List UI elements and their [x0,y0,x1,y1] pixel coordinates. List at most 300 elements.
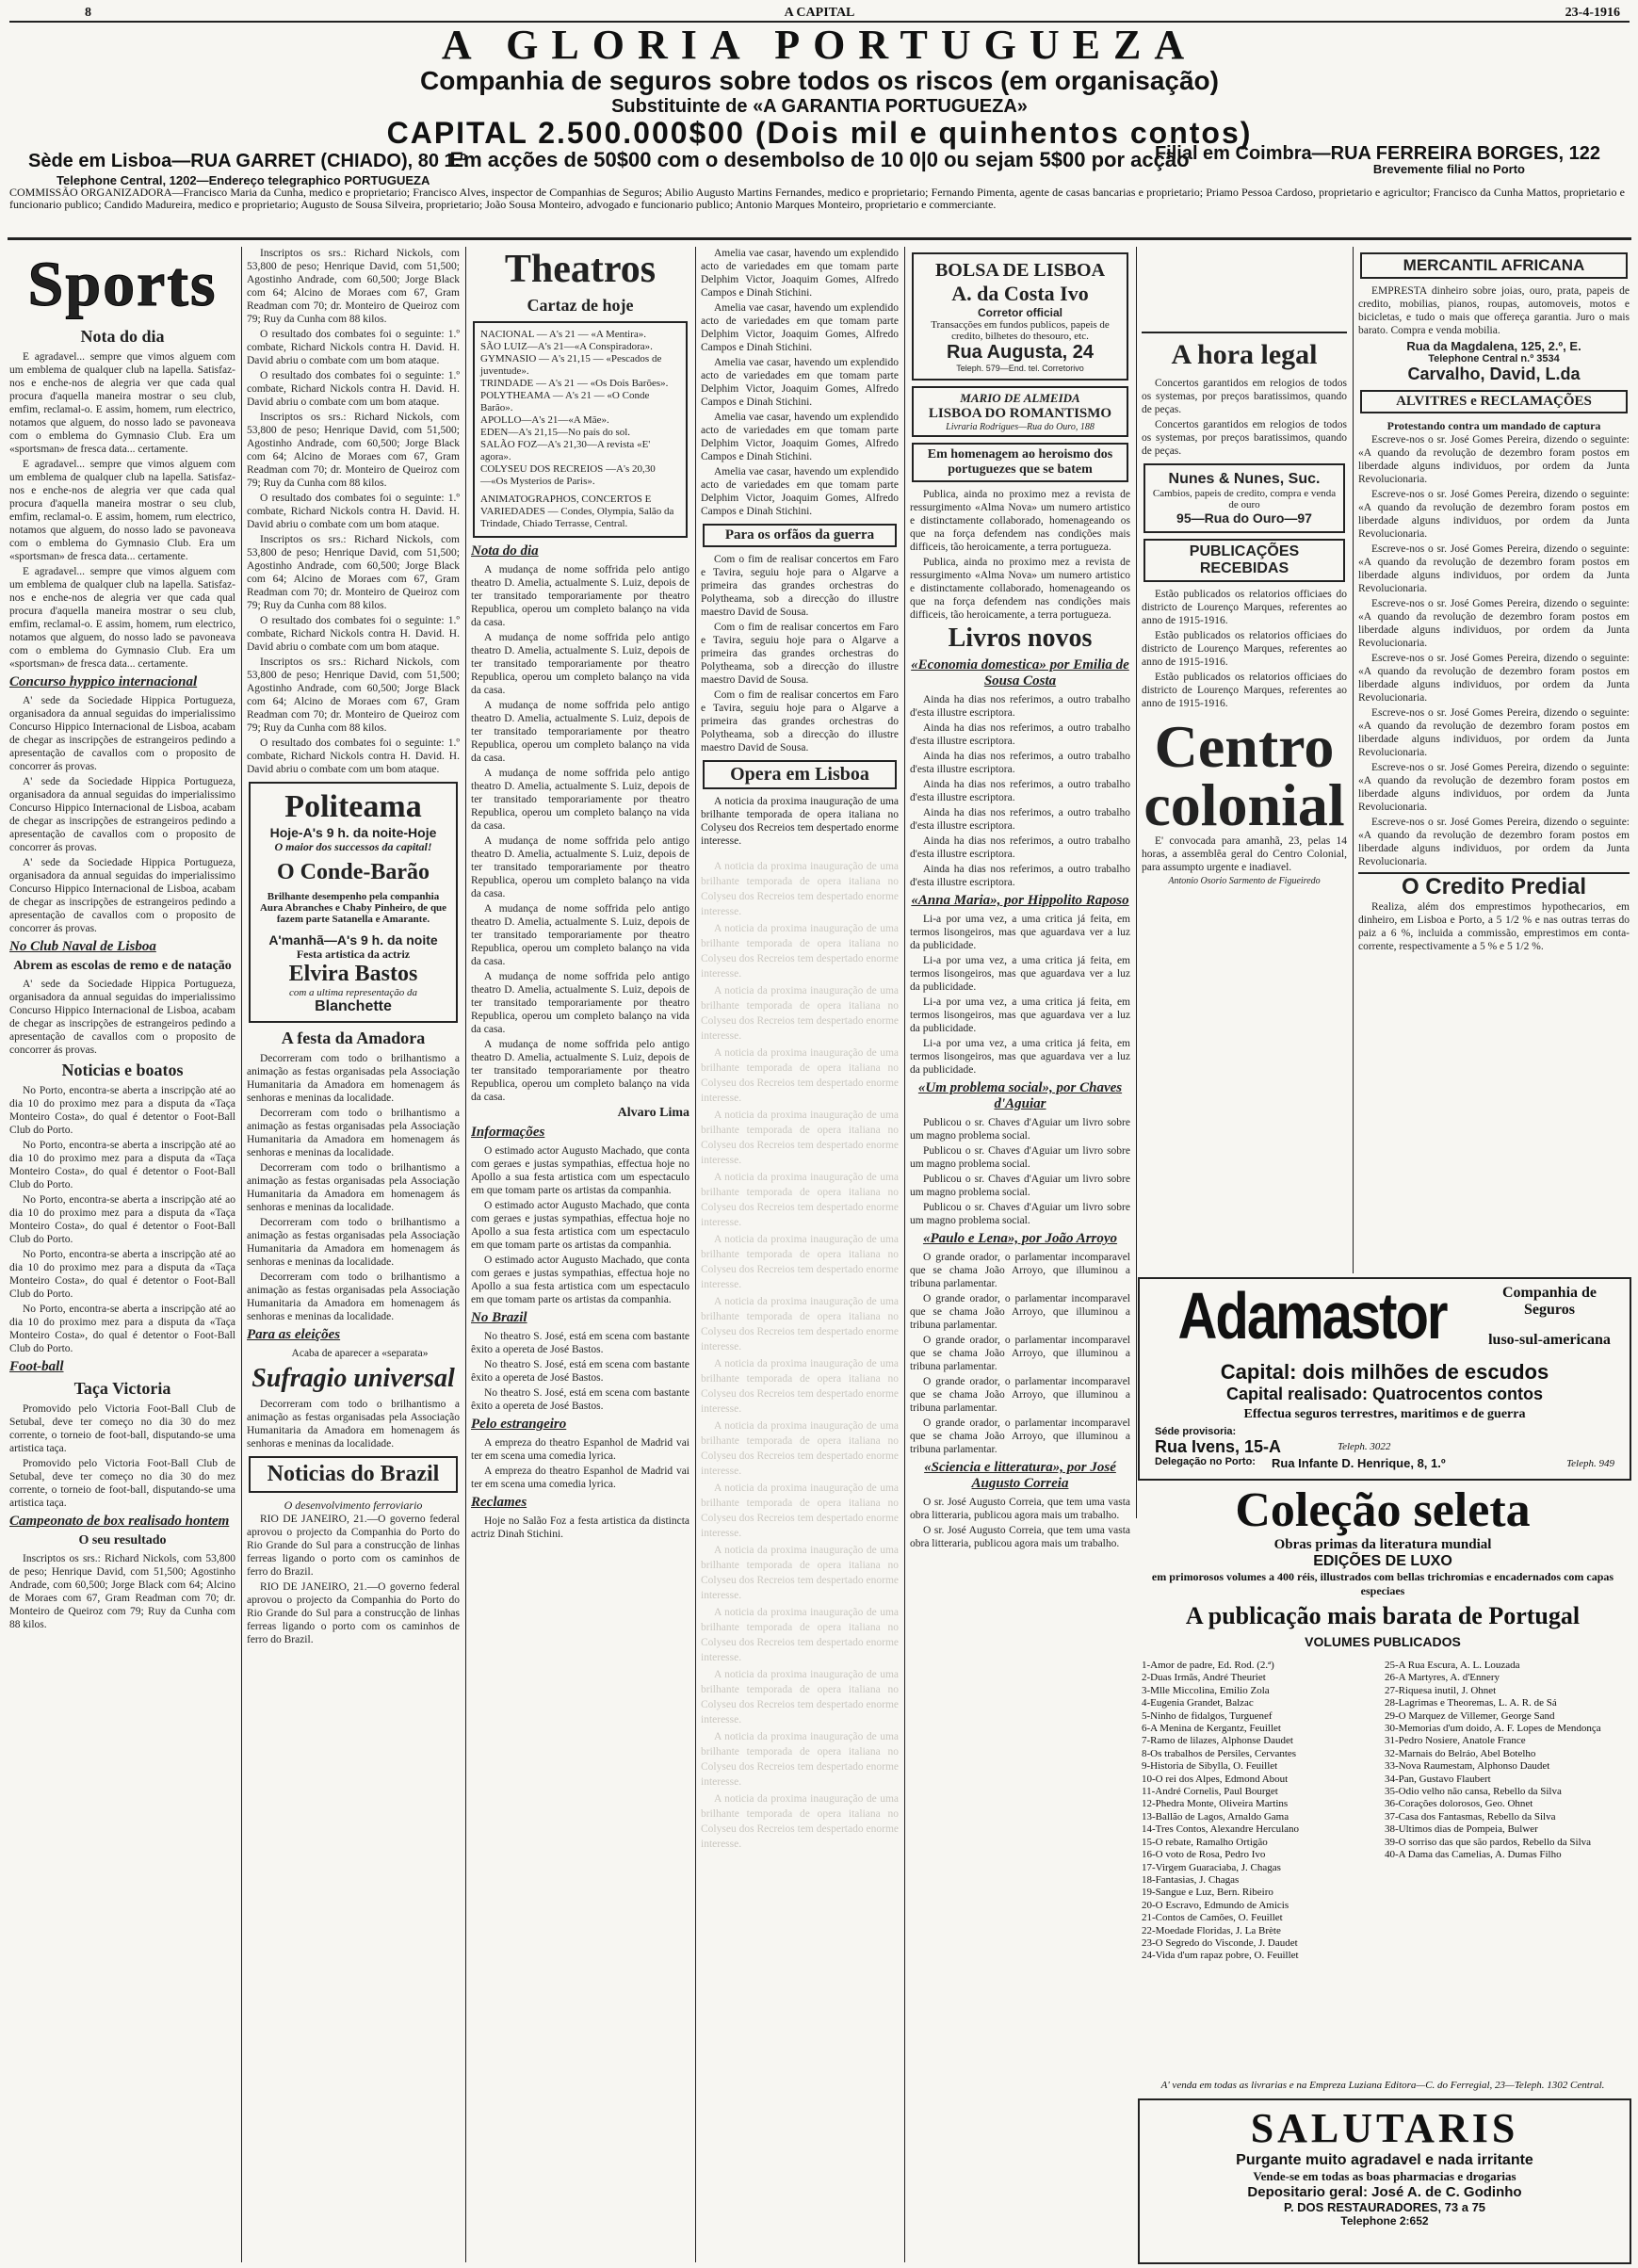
opera-text: A noticia da proxima inauguração de uma brilhante temporada de opera italiana no Colyseu dos Recreios tem despertado enorme interesse. [701,923,899,980]
alvitres-title: ALVITRES e RECLAMAÇÕES [1396,394,1592,409]
alvitres-text: Escreve-nos o sr. José Gomes Pereira, dizendo o seguinte: «A quando da revolução de dezembro foram postos em liberdade alguns individuos, por ordem da Junta Revolucionaria. [1358,489,1630,540]
estrangeiro-text: A empreza do theatro Espanhol de Madrid vai ter em scena uma comedia lyrica. [471,1437,689,1462]
volume-item: 31-Pedro Nosiere, Anatole France [1385,1735,1526,1747]
page-header [9,6,1630,23]
listing: TRINDADE — A's 21 — «Os Dois Barões». [480,378,669,389]
book-text: Ainda ha dias nos referimos, a outro trabalho d'esta illustre escriptora. [910,751,1130,775]
boxe-heading: Campeonato de box realisado hontem [9,1514,230,1529]
book-text: Publicou o sr. Chaves d'Aguiar um livro sobre um magno problema social. [910,1174,1130,1198]
nunes-ad [1143,463,1345,533]
noticias-heading: Noticias e boatos [61,1061,184,1079]
amadora-text: Decorreram com todo o brilhantismo a animação as festas organisadas pela Associação Humanitaria da Amadora em homenagem ás senhoras e meninas da localidade. [247,1272,460,1322]
adamastor-porto-label: Delegação no Porto: [1155,1456,1256,1467]
section-divider [8,237,1631,240]
info-text: O estimado actor Augusto Machado, que conta com geraes e justas sympathias, effectua hoje no Apollo a sua festa artistica com um espectaculo em que tomam parte os artistas da companhia. [471,1145,689,1196]
colecao-ad [1138,1484,1628,2091]
ad-telephone: Telephone Central, 1202—Endereço telegraphico PORTUGUEZA [57,173,430,187]
politeama-play: O Conde-Barão [277,860,430,884]
adamastor-effectua: Effectua seguros terrestres, maritimos e de guerra [1243,1407,1526,1421]
book-text: O grande orador, o parlamentar incomparavel que se chama João Arroyo, que illuminou a tribuna parlamentar. [910,1418,1130,1455]
book-heading: «Anna Maria», por Hippolito Raposo [911,893,1129,908]
nota-text: A mudança de nome soffrida pelo antigo theatro D. Amelia, actualmente S. Luiz, depois de ter transitado temporariamente por theatro Republica, operou um completo balanço na vida da casa. [471,768,689,832]
book-text: Li-a por uma vez, a uma critica já feita, em termos lisongeiros, mas que aguardava ver a luz da publicidade. [910,955,1130,993]
boxe-text: O resultado dos combates foi o seguinte: 1.º combate, Richard Nickols contra H. David. H. David abriu o combate com um bom ataque. [247,615,460,653]
book-heading: «Sciencia e litteratura», por José Augusto Correia [924,1460,1116,1491]
page-date: 23-4-1916 [1565,6,1620,20]
brazil-text: RIO DE JANEIRO, 21.—O governo federal aprovou o projecto da Companhia do Porto do Rio Grande do Sul para a construcção de linhas ferreas ligando o porto com os caminhos de ferro do Brazil. [247,1581,460,1645]
alvitres-text: Escreve-nos o sr. José Gomes Pereira, dizendo o seguinte: «A quando da revolução de dezembro foram postos em liberdade alguns individuos, por ordem da Junta Revolucionaria. [1358,543,1630,594]
opera-text: A noticia da proxima inauguração de uma brilhante temporada de opera italiana no Colyseu dos Recreios tem despertado enorme interesse. [701,1607,899,1663]
boxe-text: O resultado dos combates foi o seguinte: 1.º combate, Richard Nickols contra H. David. H. David abriu o combate com um bom ataque. [247,737,460,775]
opera-text: A noticia da proxima inauguração de uma brilhante temporada de opera italiana no Colyseu dos Recreios tem despertado enorme interesse. [701,1482,899,1539]
naval-subheading: Abrem as escolas de remo e de natação [13,959,232,973]
orfaos-text: Com o fim de realisar concertos em Faro e Tavira, seguiu hoje para o Algarve a primeira das grandes orchestras do Polytheama, sob a direcção do illustre maestro David de Sousa. [701,689,899,753]
nota-text: E agradavel... sempre que vimos alguem com um emblema de qualquer club na lapella. Satisfaz-nos e enche-nos de alegria ver que cada qual procura d'aquella maneira mostrar o seu club, emfim, reclamal-o. E assim, homem, rum electrico, notamos que alguem, do nosso lado se pavoneava com o emblema do Gymnasio Club. Era um «sportsman» de fresca data... certamente. [9,566,235,670]
book-text: Li-a por uma vez, a uma critica já feita, em termos lisongeiros, mas que aguardava ver a luz da publicidade. [910,1038,1130,1076]
book-text: Li-a por uma vez, a uma critica já feita, em termos lisongeiros, mas que aguardava ver a luz da publicidade. [910,914,1130,951]
volume-item: 2-Duas Irmãs, André Theuriet [1142,1672,1266,1684]
adamastor-sede-tel: Teleph. 3022 [1338,1441,1391,1452]
estrangeiro-heading: Pelo estrangeiro [471,1417,567,1432]
reclames-text: Hoje no Salão Foz a festa artistica da distincta actriz Dinah Stichini. [471,1515,689,1540]
news-column [701,247,899,2262]
volume-item: 29-O Marquez de Villemer, George Sand [1385,1709,1555,1722]
naval-heading: No Club Naval de Lisboa [9,939,156,954]
informacoes-heading: Informações [471,1125,545,1140]
adamastor-ad [1138,1277,1631,1481]
politeama-actress: Elvira Bastos [288,962,418,986]
nota-heading: Nota do dia [471,543,539,559]
brazil-sub: O desenvolvimento ferroviario [284,1498,423,1512]
concurso-text: A' sede da Sociedade Hippica Portugueza, organisadora da annual seguidas do imperialissimo Concurso Hippico Internacional de Lisboa, acabam de chegar as inscripções de estrangeiros pedindo a apresentação de cavallos com o proposito de concorrer ás provas. [9,695,235,772]
commission-text: COMMISSÃO ORGANIZADORA—Francisco Maria da Cunha, medico e proprietario; Francisco Alves, inspector de Companhias de Seguros; Abilio Augusto Martins Fernandes, medico e proprietario; Fernando Pimenta, agente de casas bancarias e proprietario; Priamo Pessoa Cardoso, proprietario e agricultor; Francisco da Cunha Mattos, proprietario e funcionario publico; Candido Madureira, medico e proprietario; Augusto de Sousa Silveira, proprietario; João Sousa Monteiro, advogado e funcionario publico; Antonio Marques Monteiro, proprietario e commerciante. [9,186,1625,211]
ad-capital: CAPITAL 2.500.000$00 (Dois mil e quinhentos contos) [386,116,1253,150]
column-rule [1353,247,1354,1273]
volume-item: 34-Pan, Gustavo Flaubert [1385,1773,1491,1785]
football-heading: Foot-ball [9,1359,64,1374]
amadora-text: Decorreram com todo o brilhantismo a animação as festas organisadas pela Associação Humanitaria da Amadora em homenagem ás senhoras e meninas da localidade. [247,1053,460,1104]
opera-text: A noticia da proxima inauguração de uma brilhante temporada de opera italiana no Colyseu dos Recreios tem despertado enorme interesse. [701,1731,899,1788]
listing: COLYSEU DOS RECREIOS —A's 20,30—«Os Mysterios de Paris». [480,463,656,487]
resultado-heading: O seu resultado [78,1533,167,1547]
politeama-piece: Blanchette [315,998,392,1014]
homenagem-heading: Em homenagem ao heroismo dos portuguezes que se batem [927,447,1113,477]
volume-item: 5-Ninho de fidalgos, Turguenef [1142,1709,1273,1722]
homenagem-text: Publica, ainda no proximo mez a revista de ressurgimento «Alma Nova» um numero artistico e distinctamente collaborado, homenageando os que na força defendem nas condições mais difficeis, tão heroicamente, a terra portugueza. [910,489,1130,553]
hora-text: Concertos garantidos em relogios de todos os systemas, por preços baratissimos, quando de peças. [1142,378,1347,415]
book-text: Ainda ha dias nos referimos, a outro trabalho d'esta illustre escriptora. [910,864,1130,888]
listing: GYMNASIO — A's 21,15 — «Pescados de juventude». [480,353,662,377]
orfaos-text: Com o fim de realisar concertos em Faro e Tavira, seguiu hoje para o Algarve a primeira das grandes orchestras do Polytheama, sob a direcção do illustre maestro David de Sousa. [701,554,899,618]
livros-heading: Livros novos [948,624,1093,653]
centro-sign: Antonio Osorio Sarmento de Figueiredo [1168,876,1321,886]
nunes-title: Nunes & Nunes, Suc. [1168,471,1321,487]
book-text: Ainda ha dias nos referimos, a outro trabalho d'esta illustre escriptora. [910,722,1130,747]
taca-text: Promovido pelo Victoria Foot-Ball Club de Setubal, deve ter começo no dia 30 do mez corrente, o torneio de foot-ball, disputando-se uma artistica taça. [9,1403,235,1454]
amadora-heading: A festa da Amadora [281,1029,426,1047]
volume-item: 22-Moedade Floridas, J. La Brète [1142,1924,1281,1936]
opera-text: A noticia da proxima inauguração de uma brilhante temporada de opera italiana no Colyseu dos Recreios tem despertado enorme interesse. [701,1110,899,1166]
opera-text: A noticia da proxima inauguração de uma brilhante temporada de opera italiana no Colyseu dos Recreios tem despertado enorme interesse. [701,1047,899,1104]
book-text: Publicou o sr. Chaves d'Aguiar um livro sobre um magno problema social. [910,1117,1130,1142]
politeama-title: Politeama [284,789,422,824]
volume-item: 17-Virgem Guaraciaba, J. Chagas [1142,1861,1281,1873]
book-text: Ainda ha dias nos referimos, a outro trabalho d'esta illustre escriptora. [910,807,1130,832]
sports-column-2 [247,247,460,2262]
theatros-column [471,247,689,2262]
politeama-desc: Brilhante desempenho pela companhia Aura Abranches e Chaby Pinheiro, de que fazem parte Satanella e Amarante. [259,891,447,925]
salutaris-title: SALUTARIS [1250,2105,1519,2151]
reclames-heading: Reclames [471,1495,527,1510]
mercantil-name: Carvalho, David, L.da [1407,364,1581,383]
volume-item: 6-A Menina de Kergantz, Feuillet [1142,1723,1281,1735]
column-rule [241,247,242,2262]
amadora-text: Decorreram com todo o brilhantismo a animação as festas organisadas pela Associação Humanitaria da Amadora em homenagem ás senhoras e meninas da localidade. [247,1162,460,1213]
colecao-pub: A publicação mais barata de Portugal [1185,1602,1581,1629]
volume-item: 23-O Segredo do Visconde, J. Daudet [1142,1936,1298,1949]
colecao-edicoes: EDIÇÕES DE LUXO [1313,1553,1452,1569]
book-text: Ainda ha dias nos referimos, a outro trabalho d'esta illustre escriptora. [910,835,1130,860]
politeama-last: com a ultima representação da [288,987,418,998]
column-text: Amelia vae casar, havendo um explendido acto de variedades em que tomam parte Delphim Victor, Joaquim Gomes, Alfredo Campos e Dinah Stichini. [701,357,899,408]
volume-item: 1-Amor de padre, Ed. Rod. (2.ª) [1142,1660,1274,1671]
noticias-text: No Porto, encontra-se aberta a inscripção até ao dia 10 do proximo mez para a disputa da «Taça Monteiro Costa», do qual é detentor o Foot-Ball Club do Porto. [9,1194,235,1245]
volume-item: 7-Ramo de lilazes, Alphonse Daudet [1142,1735,1293,1747]
adamastor-porto: Rua Infante D. Henrique, 8, 1.º [1272,1456,1446,1470]
book-text: Ainda ha dias nos referimos, a outro trabalho d'esta illustre escriptora. [910,694,1130,719]
concurso-text: A' sede da Sociedade Hippica Portugueza, organisadora da annual seguidas do imperialissimo Concurso Hippico Internacional de Lisboa, acabam de chegar as inscripções de estrangeiros pedindo a apresentação de cavallos com o proposito de concorrer ás provas. [9,857,235,934]
mercantil-text: EMPRESTA dinheiro sobre joias, ouro, prata, papeis de credito, mobilias, pianos, roupas, automoveis, motos e bicicletas, e tudo o mais que offereça garantia. Juro o mais barato. Compra e venda mobilia. [1358,285,1630,336]
cartaz-heading: Cartaz de hoje [527,296,634,315]
opera-text: A noticia da proxima inauguração de uma brilhante temporada de opera italiana no Colyseu dos Recreios tem despertado enorme interesse. [701,1793,899,1850]
nota-text: E agradavel... sempre que vimos alguem com um emblema de qualquer club na lapella. Satisfaz-nos e enche-nos de alegria ver que cada qual procura d'aquella maneira mostrar o seu club, emfim, reclamal-o. E assim, homem, rum electrico, notamos que alguem, do nosso lado se pavoneava com o emblema do Gymnasio Club. Era um «sportsman» de fresca data... certamente. [9,459,235,562]
boxe-text: Inscriptos os srs.: Richard Nickols, com 53,800 de peso; Henrique David, com 51,500; Agostinho Andrade, com 60,500; Jorge Black com 64; Alcino de Moraes com 67, Gram Readman com 70; dr. Monteiro de Queiroz com 79; Ruy da Cunha com 88 kilos. [247,656,460,734]
orfaos-box [703,524,897,547]
colecao-sale: A' venda em todas as livrarias e na Empreza Luziana Editora—C. do Ferregial, 23—Teleph. 1302 Central. [1160,2080,1605,2091]
boxe-text: O resultado dos combates foi o seguinte: 1.º combate, Richard Nickols contra H. David. H. David abriu o combate com um bom ataque. [247,493,460,530]
colecao-title: Coleção seleta [1235,1484,1531,1537]
volume-item: 37-Casa dos Fantasmas, Rebello da Silva [1385,1810,1556,1822]
nunes-desc: Cambios, papeis de credito, compra e venda de ouro [1152,488,1337,510]
column-text: Amelia vae casar, havendo um explendido acto de variedades em que tomam parte Delphim Victor, Joaquim Gomes, Alfredo Campos e Dinah Stichini. [701,412,899,462]
colecao-vols: VOLUMES PUBLICADOS [1305,1634,1461,1649]
nunes-addr: 95—Rua do Ouro—97 [1176,510,1312,526]
estrangeiro-text: A empreza do theatro Espanhol de Madrid vai ter em scena uma comedia lyrica. [471,1466,689,1490]
listing: EDEN—A's 21,15—No país do sol. [480,427,631,438]
adamastor-company: Companhia de Seguros [1501,1285,1597,1318]
nota-text: A mudança de nome soffrida pelo antigo theatro D. Amelia, actualmente S. Luiz, depois de ter transitado temporariamente por theatro Republica, operou um completo balanço na vida da casa. [471,632,689,696]
opera-text: A noticia da proxima inauguração de uma brilhante temporada de opera italiana no Colyseu dos Recreios tem despertado enorme interesse. [701,1172,899,1228]
alvitres-text: Escreve-nos o sr. José Gomes Pereira, dizendo o seguinte: «A quando da revolução de dezembro foram postos em liberdade alguns individuos, por ordem da Junta Revolucionaria. [1358,707,1630,758]
centro-title-1: Centro [1154,713,1335,780]
opera-text: A noticia da proxima inauguração de uma brilhante temporada de opera italiana no Colyseu dos Recreios tem despertado enorme interesse. [701,1420,899,1477]
noticias-text: No Porto, encontra-se aberta a inscripção até ao dia 10 do proximo mez para a disputa da «Taça Monteiro Costa», do qual é detentor o Foot-Ball Club do Porto. [9,1304,235,1354]
amadora-text: Decorreram com todo o brilhantismo a animação as festas organisadas pela Associação Humanitaria da Amadora em homenagem ás senhoras e meninas da localidade. [247,1399,460,1450]
homenagem-box [912,443,1128,482]
listing: ANIMATOGRAPHOS, CONCERTOS E VARIEDADES — Condes, Olympia, Salão da Trindade, Chiado Terrasse, Central. [480,494,674,529]
volume-item: 21-Contos de Camões, O. Feuillet [1142,1912,1283,1924]
noticias-text: No Porto, encontra-se aberta a inscripção até ao dia 10 do proximo mez para a disputa da «Taça Monteiro Costa», do qual é detentor o Foot-Ball Club do Porto. [9,1085,235,1136]
volume-item: 8-Os trabalhos de Persiles, Cervantes [1142,1747,1297,1759]
column-rule [695,247,696,2262]
alvitres-text: Escreve-nos o sr. José Gomes Pereira, dizendo o seguinte: «A quando da revolução de dezembro foram postos em liberdade alguns individuos, por ordem da Junta Revolucionaria. [1358,653,1630,704]
volume-item: 14-Tres Contos, Alexandre Herculano [1142,1823,1300,1836]
volume-item: 25-A Rua Escura, A. L. Louzada [1385,1660,1520,1671]
publicacoes-box [1143,539,1345,582]
hora-title: A hora legal [1171,339,1318,370]
adamastor-sede: Rua Ivens, 15-A [1155,1437,1282,1456]
listing: SÃO LUIZ—A's 21—«A Conspiradora». [480,341,653,352]
opera-box [703,760,897,789]
opera-text: A noticia da proxima inauguração de uma brilhante temporada de opera italiana no Colyseu dos Recreios tem despertado enorme interesse. [701,1669,899,1725]
mario-pub: Livraria Rodrigues—Rua do Ouro, 188 [946,422,1095,432]
nota-text: E agradavel... sempre que vimos alguem com um emblema de qualquer club na lapella. Satisfaz-nos e enche-nos de alegria ver que cada qual procura d'aquella maneira mostrar o seu club, emfim, reclamal-o. E assim, homem, rum electrico, notamos que alguem, do nosso lado se pavoneava com o emblema do Gymnasio Club. Era um «sportsman» de fresca data... certamente. [9,351,235,455]
sede-lisboa: Sède em Lisboa—RUA GARRET (CHIADO), 80 1.º [28,151,467,171]
opera-text: A noticia da proxima inauguração de uma brilhante temporada de opera italiana no Colyseu dos Recreios tem despertado enorme interesse. [701,985,899,1042]
volume-item: 20-O Escravo, Edmundo de Amicis [1142,1899,1289,1911]
column-text: Amelia vae casar, havendo um explendido acto de variedades em que tomam parte Delphim Victor, Joaquim Gomes, Alfredo Campos e Dinah Stichini. [701,248,899,299]
alvitres-text: Escreve-nos o sr. José Gomes Pereira, dizendo o seguinte: «A quando da revolução de dezembro foram postos em liberdade alguns individuos, por ordem da Junta Revolucionaria. [1358,434,1630,485]
filial-porto: Brevemente filial no Porto [1372,162,1525,176]
book-text: O grande orador, o parlamentar incomparavel que se chama João Arroyo, que illuminou a tribuna parlamentar. [910,1335,1130,1372]
filial-coimbra: Filial em Coimbra—RUA FERREIRA BORGES, 122 [1154,143,1600,164]
book-text: Li-a por uma vez, a uma critica já feita, em termos lisongeiros, mas que aguardava ver a luz da publicidade. [910,996,1130,1034]
salutaris-dep: Depositario geral: José A. de C. Godinho [1247,2184,1522,2200]
column-rule [904,247,905,2262]
salutaris-desc: Purgante muito agradavel e nada irritante [1236,2152,1533,2168]
volumes-right [1385,1660,1626,1862]
eleicoes-text: Acaba de aparecer a «separata» [291,1348,429,1359]
volume-item: 4-Eugenia Grandet, Balzac [1142,1697,1254,1709]
adamastor-lusa: luso-sul-americana [1488,1332,1611,1348]
salutaris-venda: Vende-se em todas as boas pharmacias e drogarias [1253,2169,1516,2183]
nota-text: A mudança de nome soffrida pelo antigo theatro D. Amelia, actualmente S. Luiz, depois de ter transitado temporariamente por theatro Republica, operou um completo balanço na vida da casa. [471,700,689,764]
brazil-text: No theatro S. José, está em scena com bastante êxito a opereta de José Bastos. [471,1331,689,1355]
paper-name: A CAPITAL [784,6,855,20]
taca-text: Promovido pelo Victoria Foot-Ball Club de Setubal, deve ter começo no dia 30 do mez corrente, o torneio de foot-ball, disputando-se uma artistica taça. [9,1458,235,1509]
volume-item: 18-Fantasias, J. Chagas [1142,1873,1240,1886]
volume-item: 10-O rei dos Alpes, Edmond About [1142,1773,1289,1785]
volume-item: 40-A Dama das Camelias, A. Dumas Filho [1385,1849,1562,1861]
listing: NACIONAL — A's 21 — «A Mentira». [480,329,647,340]
nota-text: A mudança de nome soffrida pelo antigo theatro D. Amelia, actualmente S. Luiz, depois de ter transitado temporariamente por theatro Republica, operou um completo balanço na vida da casa. [471,1039,689,1103]
orfaos-heading: Para os orfãos da guerra [724,527,875,543]
book-text: O grande orador, o parlamentar incomparavel que se chama João Arroyo, que illuminou a tribuna parlamentar. [910,1376,1130,1414]
volume-item: 24-Vida d'um rapaz pobre, O. Feuillet [1142,1950,1299,1962]
alvitres-sub: Protestando contra um mandado de captura [1387,419,1601,432]
book-heading: «Um problema social», por Chaves d'Aguiar [917,1080,1123,1111]
bolsa-title: BOLSA DE LISBOA [934,260,1106,281]
nota-text: A mudança de nome soffrida pelo antigo theatro D. Amelia, actualmente S. Luiz, depois de ter transitado temporariamente por theatro Republica, operou um completo balanço na vida da casa. [471,564,689,628]
volumes-left [1142,1660,1377,1963]
bolsa-role: Corretor official [977,306,1062,319]
volume-item: 15-O rebate, Ramalho Ortigão [1142,1836,1268,1848]
faded-text [701,859,899,1852]
volume-item: 26-A Martyres, A. d'Ennery [1385,1672,1500,1684]
volume-item: 36-Corações dolorosos, Geo. Ohnet [1385,1798,1533,1810]
mercantil-tel: Telephone Central n.º 3534 [1428,353,1560,364]
opera-text: A noticia da proxima inauguração de uma brilhante temporada de opera italiana no Colyseu dos Recreios tem despertado enorme interesse. [701,861,899,917]
brazil-text: RIO DE JANEIRO, 21.—O governo federal aprovou o projecto da Companhia do Porto do Rio Grande do Sul para a construcção de linhas ferreas ligando o porto com os caminhos de ferro do Brazil. [247,1514,460,1578]
opera-text: A noticia da proxima inauguração de uma brilhante temporada de opera italiana no Colyseu dos Recreios tem despertado enorme interesse. [701,1545,899,1601]
volume-item: 32-Marnais do Belráo, Abel Botelho [1385,1747,1536,1759]
sufragio-headline: Sufragio universal [251,1364,455,1393]
homenagem-text: Publica, ainda no proximo mez a revista de ressurgimento «Alma Nova» um numero artistico e distinctamente collaborado, homenageando os que na força defendem nas condições mais difficeis, tão heroicamente, a terra portugueza. [910,557,1130,621]
volume-item: 27-Riquesa inutil, J. Ohnet [1385,1684,1497,1696]
alvitres-text: Escreve-nos o sr. José Gomes Pereira, dizendo o seguinte: «A quando da revolução de dezembro foram postos em liberdade alguns individuos, por ordem da Junta Revolucionaria. [1358,598,1630,649]
mercantil-title: MERCANTIL AFRICANA [1403,256,1585,274]
ads-column [1142,247,1347,1273]
theatros-title: Theatros [504,248,657,291]
column-text: Amelia vae casar, havendo um explendido acto de variedades em que tomam parte Delphim Victor, Joaquim Gomes, Alfredo Campos e Dinah Stichini. [701,466,899,517]
boxe-text: Inscriptos os srs.: Richard Nickols, com 53,800 de peso; Henrique David, com 51,500; Agostinho Andrade, com 60,500; Jorge Black com 64; Alcino de Moraes com 67, Gram Readman com 70; dr. Monteiro de Queiroz com 79; Ruy da Cunha com 88 kilos. [247,412,460,489]
volume-item: 38-Ultimos dias de Pompeia, Bulwer [1385,1823,1538,1836]
brazil-heading: Noticias do Brazil [267,1462,440,1486]
books-column [910,247,1130,2262]
adamastor-title: Adamastor [1177,1279,1447,1353]
ad-shares: Em acções de 50$00 com o desembolso de 10 0|0 ou sejam 5$00 por acção [449,148,1190,171]
publicacoes-text: Estão publicados os relatorios officiaes do districto de Lourenço Marques, referentes ao anno de 1915-1916. [1142,630,1347,668]
column-rule [465,247,466,2262]
opera-text: A noticia da proxima inauguração de uma brilhante temporada de opera italiana no Colyseu dos Recreios tem despertado enorme interesse. [701,1358,899,1415]
book-text: O grande orador, o parlamentar incomparavel que se chama João Arroyo, que illuminou a tribuna parlamentar. [910,1252,1130,1289]
mercantil-box [1360,252,1628,279]
book-text: O sr. José Augusto Correia, que tem uma vasta obra litteraria, publicou agora mais um trabalho. [910,1525,1130,1549]
alvitres-box [1360,390,1628,413]
concurso-text: A' sede da Sociedade Hippica Portugueza, organisadora da annual seguidas do imperialissimo Concurso Hippico Internacional de Lisboa, acabam de chegar as inscripções de estrangeiros pedindo a apresentação de cavallos com o proposito de concorrer ás provas. [9,776,235,853]
ad-subtitle: Companhia de seguros sobre todos os riscos (em organisação) [420,66,1219,95]
naval-text: A' sede da Sociedade Hippica Portugueza, organisadora da annual seguidas do imperialissimo Concurso Hippico Internacional de Lisboa, acabam de chegar as inscripções de estrangeiros pedindo a apresentação de cavallos com o proposito de concorrer ás provas. [9,979,235,1056]
publicacoes-heading: PUBLICAÇÕES RECEBIDAS [1189,543,1300,576]
bolsa-name: A. da Costa Ivo [951,282,1089,305]
volume-item: 19-Sangue e Luz, Bern. Ribeiro [1142,1887,1273,1899]
noticias-text: No Porto, encontra-se aberta a inscripção até ao dia 10 do proximo mez para a disputa da «Taça Monteiro Costa», do qual é detentor o Foot-Ball Club do Porto. [9,1140,235,1191]
brazil-text: No theatro S. José, está em scena com bastante êxito a opereta de José Bastos. [471,1387,689,1412]
orfaos-text: Com o fim de realisar concertos em Faro e Tavira, seguiu hoje para o Algarve a primeira das grandes orchestras do Polytheama, sob a direcção do illustre maestro David de Sousa. [701,622,899,686]
info-text: O estimado actor Augusto Machado, que conta com geraes e justas sympathias, effectua hoje no Apollo a sua festa artistica com um espectaculo em que tomam parte os artistas da companhia. [471,1200,689,1251]
noticias-text: No Porto, encontra-se aberta a inscripção até ao dia 10 do proximo mez para a disputa da «Taça Monteiro Costa», do qual é detentor o Foot-Ball Club do Porto. [9,1249,235,1300]
credito-text: Realiza, além dos emprestimos hypothecarios, em dinheiro, em Lisboa e Porto, a 5 1/2 % e nas outras terras do paiz a 6 %, incluida a commissão, emprestimos em conta-corrente, respectivamente a 5 % e 5 1/2 %. [1358,901,1630,952]
volume-item: 30-Memorias d'um doido, A. F. Lopes de Mendonça [1385,1723,1601,1735]
volume-item: 28-Lagrimas e Theoremas, L. A. R. de Sá [1385,1697,1557,1709]
hora-text: Concertos garantidos em relogios de todos os systemas, por preços baratissimos, quando de peças. [1142,419,1347,457]
publicacoes-text: Estão publicados os relatorios officiaes do districto de Lourenço Marques, referentes ao anno de 1915-1916. [1142,589,1347,626]
mario-name: MARIO DE ALMEIDA [960,391,1080,405]
column-rule [1136,247,1137,1518]
eleicoes-heading: Para as eleições [247,1327,341,1342]
listing: SALÃO FOZ—A's 21,30—A revista «E' agora». [480,439,651,462]
book-text: O sr. José Augusto Correia, que tem uma vasta obra litteraria, publicou agora mais um trabalho. [910,1497,1130,1521]
boxe-text: Inscriptos os srs.: Richard Nickols, com 53,800 de peso; Henrique David, com 51,500; Agostinho Andrade, com 60,500; Jorge Black com 64; Alcino de Moraes com 67, Gram Readman com 70; dr. Monteiro de Queiroz com 79; Ruy da Cunha com 88 kilos. [9,1553,235,1630]
opera-text: A noticia da proxima inauguração de uma brilhante temporada de opera italiana no Colyseu dos Recreios tem despertado enorme interesse. [701,1234,899,1290]
brazil-text: No theatro S. José, está em scena com bastante êxito a opereta de José Bastos. [471,1359,689,1384]
bolsa-ad [912,252,1128,381]
volume-item: 11-André Cornelis, Paul Bourget [1142,1786,1278,1798]
politeama-tagline: O maior dos successos da capital! [274,840,432,853]
amadora-text: Decorreram com todo o brilhantismo a animação as festas organisadas pela Associação Humanitaria da Amadora em homenagem ás senhoras e meninas da localidade. [247,1217,460,1268]
listing: APOLLO—A's 21—«A Mãe». [480,414,609,426]
bolsa-tel: Teleph. 579—End. tel. Corretorivo [956,364,1084,373]
brazil-heading: No Brazil [471,1310,527,1325]
book-text: Publicou o sr. Chaves d'Aguiar um livro sobre um magno problema social. [910,1202,1130,1226]
nota-text: A mudança de nome soffrida pelo antigo theatro D. Amelia, actualmente S. Luiz, depois de ter transitado temporariamente por theatro Republica, operou um completo balanço na vida da casa. [471,971,689,1035]
politeama-tomorrow: A'manhã—A's 9 h. da noite [268,932,438,948]
volume-item: 3-Mlle Miccolina, Emilio Zola [1142,1684,1270,1696]
mario-book: LISBOA DO ROMANTISMO [928,406,1112,421]
volume-item: 9-Historia de Sibylla, O. Feuillet [1142,1760,1278,1773]
alvitres-text: Escreve-nos o sr. José Gomes Pereira, dizendo o seguinte: «A quando da revolução de dezembro foram postos em liberdade alguns individuos, por ordem da Junta Revolucionaria. [1358,762,1630,813]
centro-title-2: colonial [1143,771,1345,838]
sports-column [9,247,235,2262]
volume-item: 12-Phedra Monte, Oliveira Martins [1142,1798,1289,1810]
right-column [1358,247,1630,1273]
volume-item: 16-O voto de Rosa, Pedro Ivo [1142,1849,1266,1861]
ad-title: A GLORIA PORTUGUEZA [441,22,1198,68]
politeama-today: Hoje-A's 9 h. da noite-Hoje [269,825,437,840]
info-text: O estimado actor Augusto Machado, que conta com geraes e justas sympathias, effectua hoje no Apollo a sua festa artistica com um espectaculo em que tomam parte os artistas da companhia. [471,1255,689,1305]
book-heading: «Paulo e Lena», por João Arroyo [922,1231,1118,1246]
boxe-text: O resultado dos combates foi o seguinte: 1.º combate, Richard Nickols contra H. David. H. David abriu o combate com um bom ataque. [247,370,460,408]
author: Alvaro Lima [617,1106,689,1120]
book-text: Publicou o sr. Chaves d'Aguiar um livro sobre um magno problema social. [910,1145,1130,1170]
opera-text: A noticia da proxima inauguração de uma brilhante temporada de opera italiana no Colyseu dos Recreios tem despertado enorme interesse. [701,796,899,847]
book-heading: «Economia domestica» por Emilia de Sousa Costa [911,657,1129,688]
opera-text: A noticia da proxima inauguração de uma brilhante temporada de opera italiana no Colyseu dos Recreios tem despertado enorme interesse. [701,1296,899,1353]
adamastor-capital: Capital: dois milhões de escudos [1220,1360,1549,1384]
adamastor-sede-label: Séde provisoria: [1155,1426,1237,1437]
brazil-box [249,1456,458,1493]
nota-text: A mudança de nome soffrida pelo antigo theatro D. Amelia, actualmente S. Luiz, depois de ter transitado temporariamente por theatro Republica, operou um completo balanço na vida da casa. [471,903,689,967]
politeama-ad [249,782,458,1023]
boxe-text: O resultado dos combates foi o seguinte: 1.º combate, Richard Nickols contra H. David. H. David abriu o combate com um bom ataque. [247,329,460,366]
centro-text: E' convocada para amanhã, 23, pelas 14 horas, a assemblêa geral do Centro Colonial, para assumpto urgente e inadiavel. [1142,835,1347,873]
bolsa-desc: Transacções em fundos publicos, papeis de credito, bilhetes do thesouro, etc. [931,319,1110,342]
alvitres-text: Escreve-nos o sr. José Gomes Pereira, dizendo o seguinte: «A quando da revolução de dezembro foram postos em liberdade alguns individuos, por ordem da Junta Revolucionaria. [1358,817,1630,867]
bolsa-address: Rua Augusta, 24 [947,342,1094,363]
sports-title: Sports [27,248,218,319]
mercantil-addr: Rua da Magdalena, 125, 2.º, E. [1406,339,1581,353]
salutaris-ad [1138,2098,1631,2264]
amadora-text: Decorreram com todo o brilhantismo a animação as festas organisadas pela Associação Humanitaria da Amadora em homenagem ás senhoras e meninas da localidade. [247,1108,460,1158]
mario-ad [912,386,1128,437]
boxe-text: Inscriptos os srs.: Richard Nickols, com 53,800 de peso; Henrique David, com 51,500; Agostinho Andrade, com 60,500; Jorge Black com 64; Alcino de Moraes com 67, Gram Readman com 70; dr. Monteiro de Queiroz com 79; Ruy da Cunha com 88 kilos. [247,248,460,325]
volume-item: 39-O sorriso das que são pardos, Rebello da Silva [1385,1836,1592,1848]
volume-item: 13-Ballão de Lagos, Arnaldo Gama [1142,1810,1289,1822]
blank-area [1142,247,1347,333]
book-text: Ainda ha dias nos referimos, a outro trabalho d'esta illustre escriptora. [910,779,1130,803]
colecao-sub: Obras primas da literatura mundial [1273,1537,1492,1552]
column-text: Amelia vae casar, havendo um explendido acto de variedades em que tomam parte Delphim Victor, Joaquim Gomes, Alfredo Campos e Dinah Stichini. [701,302,899,353]
book-text: O grande orador, o parlamentar incomparavel que se chama João Arroyo, que illuminou a tribuna parlamentar. [910,1293,1130,1331]
page-number: 8 [85,6,91,20]
colecao-desc: em primorosos volumes a 400 réis, illustrados com bellas trichromias e encadernados com capas especiaes [1151,1570,1614,1597]
volume-item: 33-Nova Raumestam, Alphonso Daudet [1385,1760,1550,1773]
publicacoes-text: Estão publicados os relatorios officiaes do districto de Lourenço Marques, referentes ao anno de 1915-1916. [1142,672,1347,709]
nota-do-dia-heading: Nota do dia [80,327,165,346]
boxe-text: Inscriptos os srs.: Richard Nickols, com 53,800 de peso; Henrique David, com 51,500; Agostinho Andrade, com 60,500; Jorge Black com 64; Alcino de Moraes com 67, Gram Readman com 70; dr. Monteiro de Queiroz com 79; Ruy da Cunha com 88 kilos. [247,534,460,611]
opera-heading: Opera em Lisboa [730,764,869,785]
volume-item: 35-Odio velho não cansa, Rebello da Silva [1385,1786,1562,1798]
adamastor-porto-tel: Teleph. 949 [1566,1458,1614,1469]
salutaris-addr: P. DOS RESTAURADORES, 73 a 75 [1283,2200,1486,2214]
salutaris-tel: Telephone 2:652 [1340,2214,1429,2228]
taca-heading: Taça Victoria [73,1379,171,1398]
nota-text: A mudança de nome soffrida pelo antigo theatro D. Amelia, actualmente S. Luiz, depois de ter transitado temporariamente por theatro Republica, operou um completo balanço na vida da casa. [471,835,689,899]
concurso-heading: Concurso hyppico internacional [9,674,198,689]
listing: POLYTHEAMA — A's 21 — «O Conde Barão». [480,390,650,413]
politeama-festa: Festa artistica da actriz [296,948,411,961]
ad-substitute: Substituinte de «A GARANTIA PORTUGUEZA» [611,96,1028,117]
